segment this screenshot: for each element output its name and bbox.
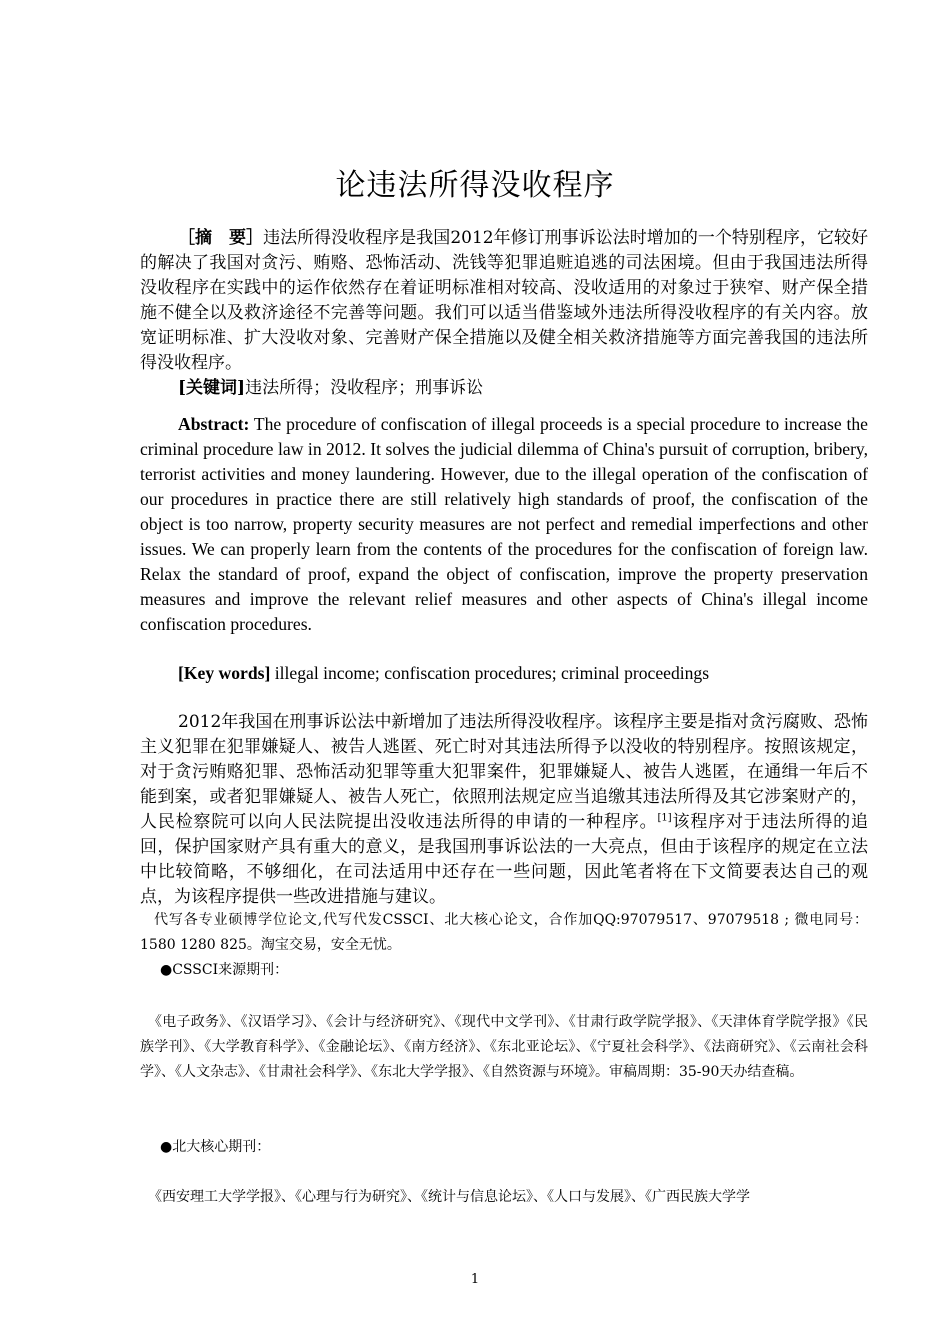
body-text-part2: 该程序对于违法所得的追回，保护国家财产具有重大的意义，是我国刑事诉讼法的一大亮点，但由于该程序的规定在立法中比较简略，不够细化，在司法适用中还存在一些问题，因此笔者将在下文简要表达自己的观点，为该程序提供一些改进措施与建议。 [140,812,869,907]
keywords-en [140,661,868,686]
keywords-cn-paragraph [140,376,868,401]
abstract-en-text: The procedure of confiscation of illegal proceeds is a special procedure to increase the criminal procedure law in 2012. It solves the judicial dilemma of China's pursuit of corruption, bribery, terrorist activities and money laundering. However, due to the illegal operation of the confiscation of our procedures in practice there are still relatively high standards of proof, the confiscation of the object is too narrow, property security measures are not perfect and remedial imperfections and other issues. We can properly learn from the contents of the procedures for the confiscation of foreign law. Relax the standard of proof, expand the object of confiscation, improve the property preservation measures and improve the relevant relief measures and other aspects of China's illegal income confiscation procedures. [140,414,868,634]
cssci-heading: ●CSSCI来源期刊： [160,962,289,978]
body-text [140,710,868,910]
abstract-cn-paragraph [140,226,868,376]
keywords-en-text: illegal income; confiscation procedures; criminal proceedings [270,663,710,683]
ad-block [140,908,868,958]
keywords-en-paragraph [140,661,868,686]
page-number: 1 [470,1272,480,1287]
abstract-cn-label: ［摘 要］ [178,228,264,248]
abstract-cn-text: 违法所得没收程序是我国2012年修订刑事诉讼法时增加的一个特别程序，它较好的解决了我国对贪污、贿赂、恐怖活动、洗钱等犯罪追赃追逃的司法困境。但由于我国违法所得没收程序在实践中的运作依然存在着证明标准相对较高、没收适用的对象过于狭窄、财产保全措施不健全以及救济途径不完善等问题。我们可以适当借鉴域外违法所得没收程序的有关内容。放宽证明标准、扩大没收对象、完善财产保全措施以及健全相关救济措施等方面完善我国的违法所得没收程序。 [140,228,869,373]
abstract-en-paragraph [140,412,868,637]
abstract-en [140,412,868,637]
keywords-cn-text: 违法所得；没收程序；刑事诉讼 [245,378,484,398]
pku-heading: ●北大核心期刊： [160,1139,271,1155]
body-text-part1: 2012年我国在刑事诉讼法中新增加了违法所得没收程序。该程序主要是指对贪污腐败、恐怖主义犯罪在犯罪嫌疑人、被告人逃匿、死亡时对其违法所得予以没收的特别程序。按照该规定，对于贪污贿赂犯罪、恐怖活动犯罪等重大犯罪案件，犯罪嫌疑人、被告人逃匿，在通缉一年后不能到案，或者犯罪嫌疑人、被告人死亡，依照刑法规定应当追缴其违法所得及其它涉案财产的，人民检察院可以向人民法院提出没收违法所得的申请的一种程序。 [140,712,868,832]
cssci-list-block [140,1010,868,1085]
keywords-cn-label: [关键词] [178,378,246,398]
body-paragraph [140,710,868,910]
pku-list: 《西安理工大学学报》、《心理与行为研究》、《统计与信息论坛》、《人口与发展》、《广西民族大学学 [148,1189,750,1205]
ad-line: 代写各专业硕博学位论文,代写代发CSSCI、北大核心论文，合作加QQ:97079517、97079518 ; 微电同号：1580 1280 825。淘宝交易，安全无忧。 [140,912,868,953]
footnote-reference[interactable]: [1] [657,812,672,824]
page-title: 论违法所得没收程序 [335,168,615,203]
cssci-list: 《电子政务》、《汉语学习》、《会计与经济研究》、《现代中文学刊》、《甘肃行政学院学报》、《天津体育学院学报》《民族学刊》、《大学教育科学》、《金融论坛》、《南方经济》、《东北亚论坛》、《宁夏社会科学》、《法商研究》、《云南社会科学》、《人文杂志》、《甘肃社会科学》、《东北大学学报》、《自然资源与环境》。审稿周期：35-90天办结查稿。 [140,1014,868,1080]
cssci-heading-block [140,958,868,983]
abstract-cn [140,226,868,376]
pku-heading-block [140,1135,868,1160]
keywords-cn [140,376,868,401]
abstract-en-label: Abstract: [178,414,250,434]
keywords-en-label: [Key words] [178,663,271,683]
pku-list-block [140,1185,868,1210]
